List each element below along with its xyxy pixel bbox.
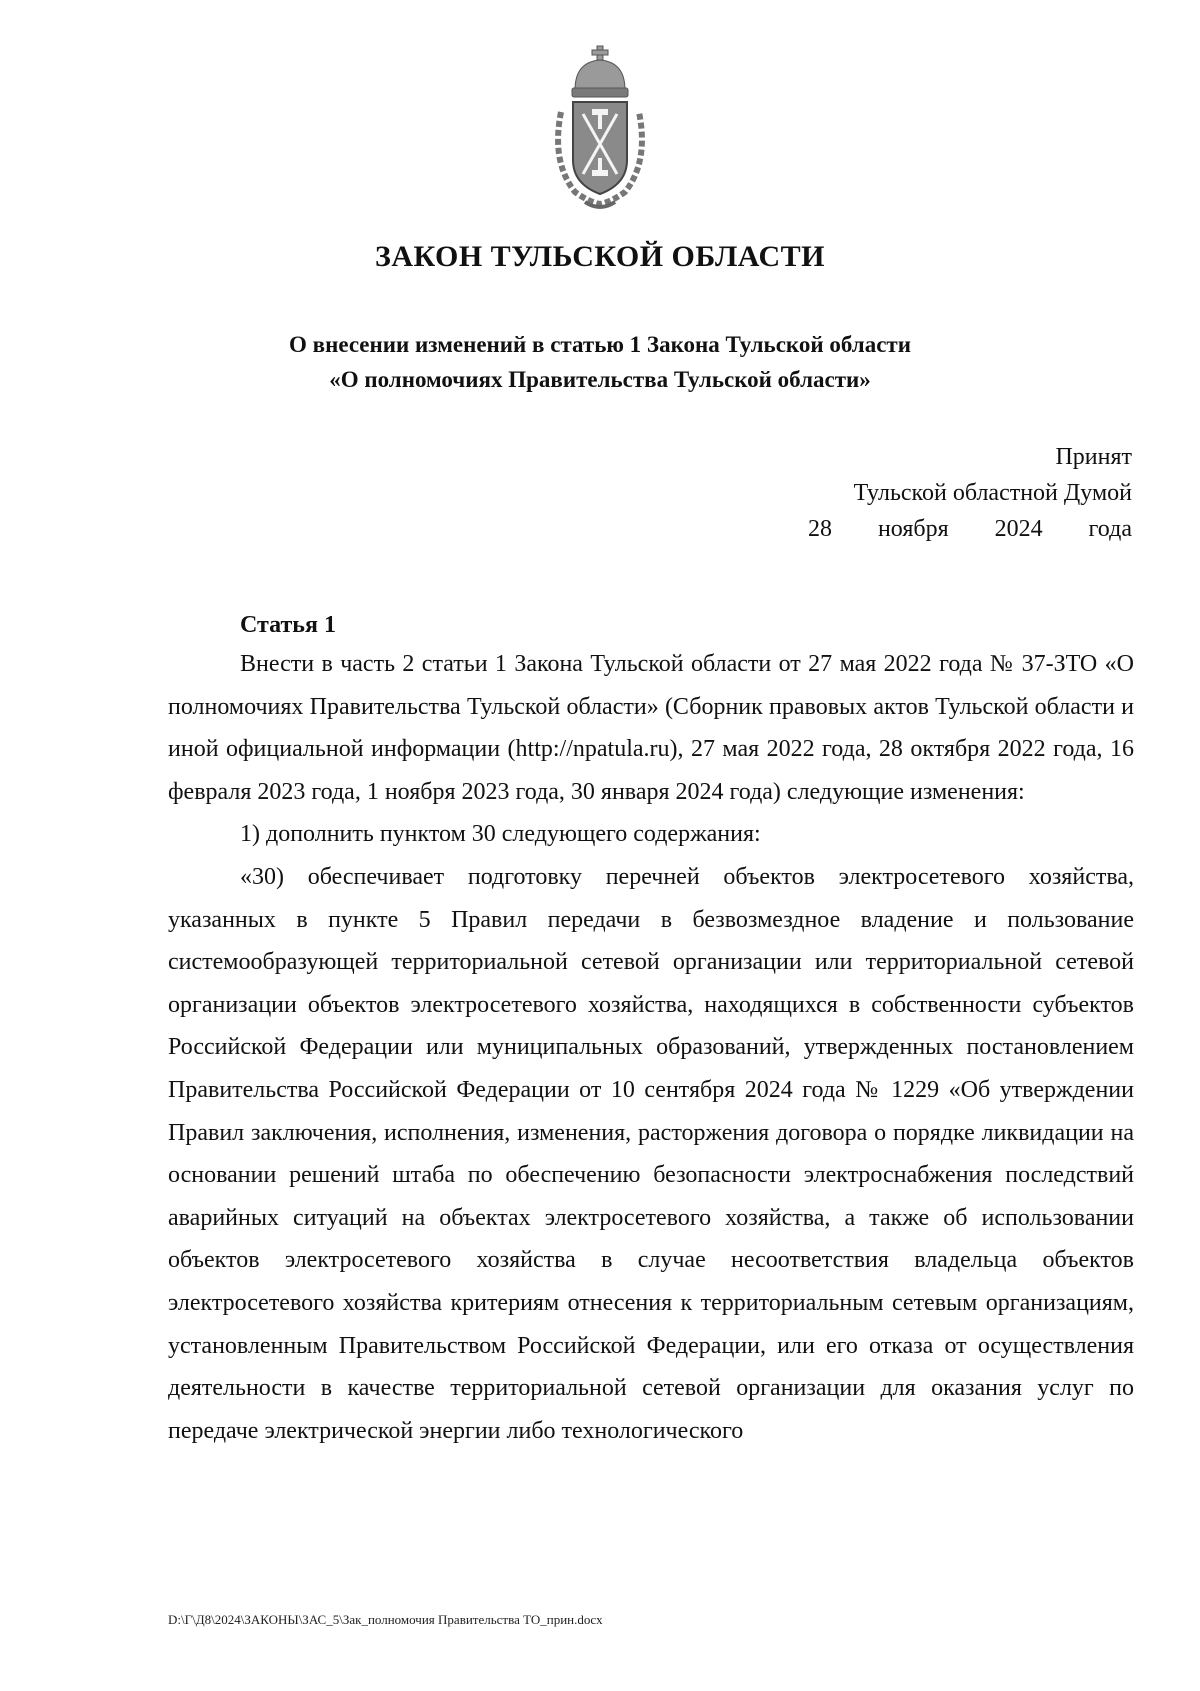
- file-path-footer: D:\Г\Д8\2024\ЗАКОНЫ\ЗАС_5\Зак_полномочия Правительства ТО_прин.docx: [168, 1612, 603, 1627]
- adopted-year: 2024: [994, 516, 1043, 542]
- adopted-year-word: года: [1088, 516, 1132, 542]
- adopted-day: 28: [808, 516, 832, 542]
- article-heading: Статья 1: [240, 612, 336, 638]
- adopted-by: Тульской областной Думой: [853, 480, 1132, 506]
- coat-of-arms-icon: [545, 42, 655, 212]
- paragraph: Внести в часть 2 статьи 1 Закона Тульской области от 27 мая 2022 года № 37-ЗТО «О полномочиях Правительства Тульской области» (Сборник правовых актов Тульской области и иной официальной информации (http://npatula.ru), 27 мая 2022 года, 28 октября 2022 года, 16 февраля 2023 года, 1 ноября 2023 года, 30 января 2024 года) следующие изменения:: [168, 651, 1134, 805]
- paragraph: 1) дополнить пунктом 30 следующего содержания:: [240, 821, 761, 848]
- subtitle-line-2: «О полномочиях Правительства Тульской области»: [329, 367, 871, 392]
- adopted-label: Принят: [1055, 444, 1132, 470]
- adoption-block: [792, 439, 1132, 547]
- law-title: ЗАКОН ТУЛЬСКОЙ ОБЛАСТИ: [375, 240, 825, 273]
- law-subtitle: [0, 327, 1200, 397]
- adopted-date: [792, 511, 1132, 547]
- adopted-month: ноября: [877, 516, 949, 542]
- article-body: [168, 643, 1134, 1452]
- subtitle-line-1: О внесении изменений в статью 1 Закона Тульской области: [289, 332, 911, 357]
- paragraph: «30) обеспечивает подготовку перечней объектов электросетевого хозяйства, указанных в пункте 5 Правил передачи в безвозмездное владение и пользование системообразующей территориальной сетевой организации или территориальной сетевой организации объектов электросетевого хозяйства, находящихся в собственности субъектов Российской Федерации или муниципальных образований, утвержденных постановлением Правительства Российской Федерации от 10 сентября 2024 года № 1229 «Об утверждении Правил заключения, исполнения, изменения, расторжения договора о порядке ликвидации на основании решений штаба по обеспечению безопасности электроснабжения последствий аварийных ситуаций на объектах электросетевого хозяйства, а также об использовании объектов электросетевого хозяйства в случае несоответствия владельца объектов электросетевого хозяйства критериям отнесения к территориальным сетевым организациям, установленным Правительством Российской Федерации, или его отказа от осуществления деятельности в качестве территориальной сетевой организации для оказания услуг по передаче электрической энергии либо технологического: [168, 863, 1134, 1444]
